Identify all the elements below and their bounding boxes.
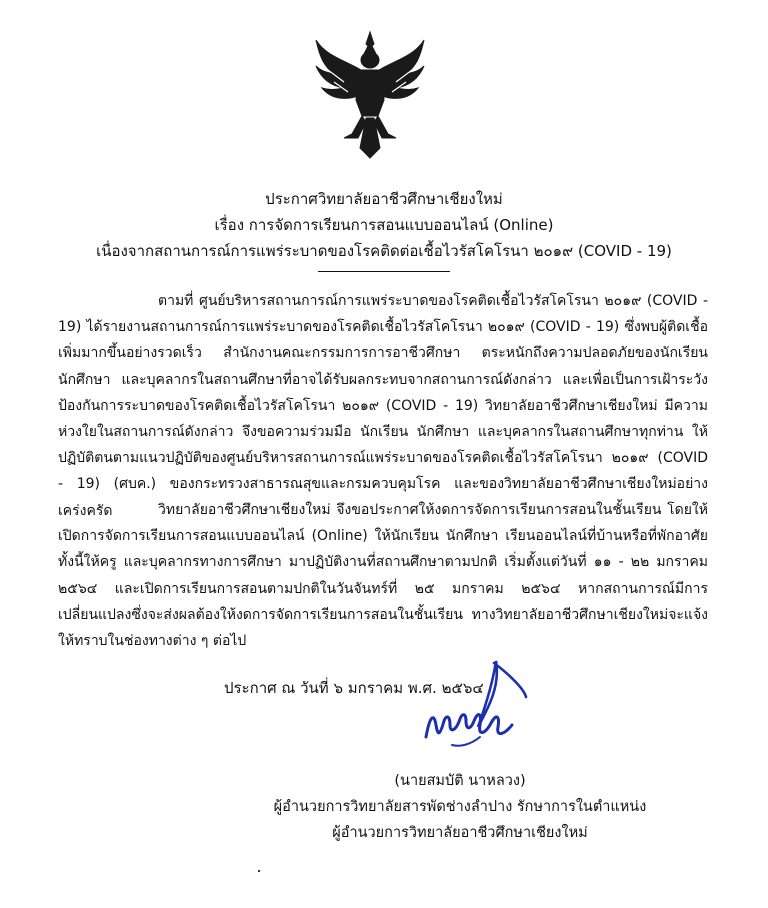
signature-icon [420, 655, 530, 765]
body-paragraph-2: วิทยาลัยอาชีวศึกษาเชียงใหม่ จึงขอประกาศให้งดการจัดการเรียนการสอนในชั้นเรียน โดยให้เปิดการจัดการเรียนการสอนแบบออนไลน์ (Online) ให้นักเรียน นักศึกษา เรียนออนไลน์ที่บ้านหรือที่พักอาศัย ทั้งนี้ให้ครู และบุคลากรทางการศึกษา มาปฏิบัติงานที่สถานศึกษาตามปกติ เริ่มตั้งแต่วันที่ ๑๑ - ๒๒ มกราคม ๒๕๖๔ และเปิดการเรียนการสอนตามปกติในวันจันทร์ที่ ๒๕ มกราคม ๒๕๖๔ หากสถานการณ์มีการเปลี่ยนแปลงซึ่งจะส่งผลต้องให้งดการจัดการเรียนการสอนในชั้นเรียน ทางวิทยาลัยอาชีวศึกษาเชียงใหม่จะแจ้งให้ทราบในช่องทางต่าง ๆ ต่อไป [58, 502, 708, 650]
announcement-subject: เรื่อง การจัดการเรียนการสอนแบบออนไลน์ (Online) [214, 216, 554, 234]
stray-mark [258, 870, 260, 872]
body-paragraph-1: ตามที่ ศูนย์บริหารสถานการณ์การแพร่ระบาดของโรคติดเชื้อไวรัสโคโรนา ๒๐๑๙ (COVID - 19) ได้รายงานสถานการณ์การแพร่ระบาดของโรคติดเชื้อไวรัสโคโรนา ๒๐๑๙ (COVID - 19) ซึ่งพบผู้ติดเชื้อเพิ่มมากขึ้นอย่างรวดเร็ว สำนักงานคณะกรรมการการอาชีวศึกษา ตระหนักถึงความปลอดภัยของนักเรียน นักศึกษา และบุคลากรในสถานศึกษาที่อาจได้รับผลกระทบจากสถานการณ์ดังกล่าว และเพื่อเป็นการเฝ้าระวังป้องกันการระบาดของโรคติดเชื้อไวรัสโคโรนา ๒๐๑๙ (COVID - 19) วิทยาลัยอาชีวศึกษาเชียงใหม่ มีความห่วงใยในสถานการณ์ดังกล่าว จึงขอความร่วมมือ นักเรียน นักศึกษา และบุคลากรในสถานศึกษาทุกท่าน ให้ปฏิบัติตนตามแนวปฏิบัติของศูนย์บริหารสถานการณ์แพร่ระบาดของโรคติดเชื้อไวรัสโคโรนา ๒๐๑๙ (COVID - 19) (ศบค.) ของกระทรวงสาธารณสุขและกรมควบคุมโรค และของวิทยาลัยอาชีวศึกษาเชียงใหม่อย่างเคร่งครัด [58, 293, 708, 519]
announcement-context: เนื่องจากสถานการณ์การแพร่ระบาดของโรคติดต่อเชื้อไวรัสโคโรนา ๒๐๑๙ (COVID - 19) [96, 242, 672, 260]
announcement-date: ประกาศ ณ วันที่ ๖ มกราคม พ.ศ. ๒๕๖๔ [224, 679, 484, 697]
announcement-issuer: ประกาศวิทยาลัยอาชีวศึกษาเชียงใหม่ [265, 190, 503, 208]
signatory-position-2: ผู้อำนวยการวิทยาลัยอาชีวศึกษาเชียงใหม่ [332, 825, 588, 841]
signatory-name: (นายสมบัติ นาหลวง) [394, 773, 526, 789]
signatory-position: ผู้อำนวยการวิทยาลัยสารพัดช่างลำปาง รักษาการในตำแหน่ง [273, 799, 647, 815]
garuda-emblem-icon [314, 30, 426, 160]
title-divider [318, 271, 450, 272]
